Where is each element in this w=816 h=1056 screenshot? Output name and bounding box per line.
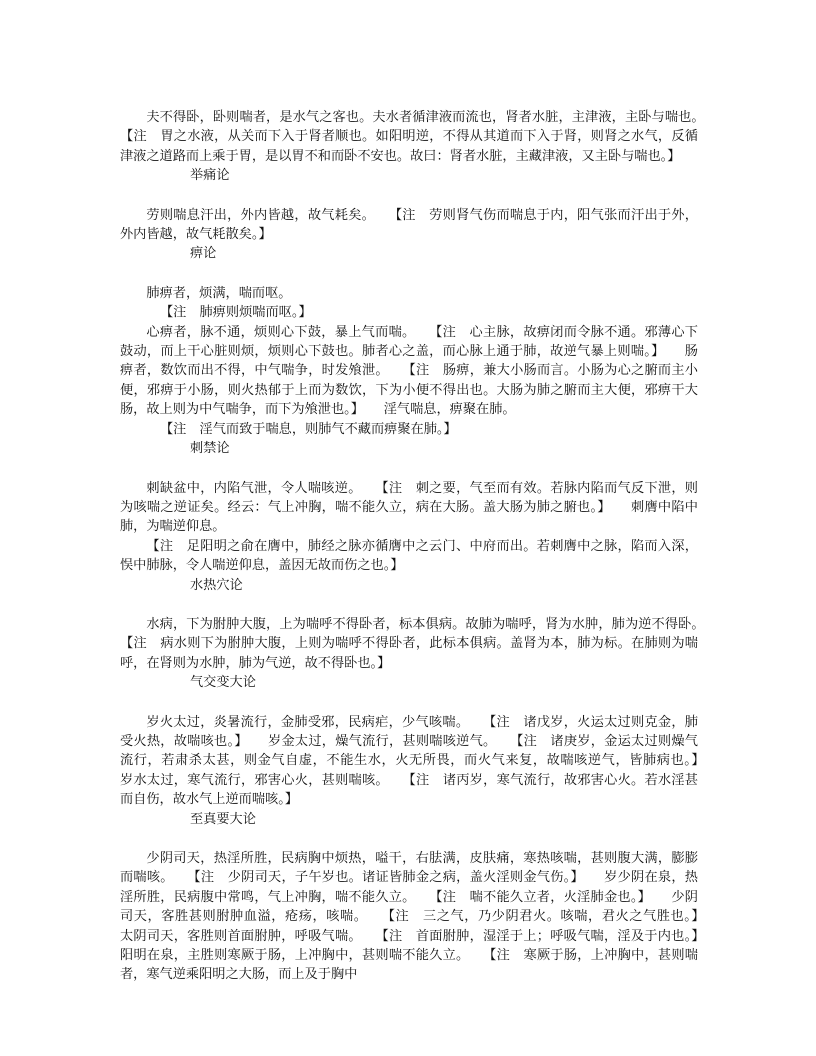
paragraph-1: 夫不得卧，卧则喘者，是水气之客也。夫水者循津液而流也，肾者水脏，主津液，主卧与喘也。 【注 胃之水液，从关而下入于肾者顺也。如阳明逆，不得从其道而下入于肾，则肾之水气，反循津液之道路而上乘于胃，是以胃不和而卧不安也。故曰：肾者水脏，主藏津液，又主卧与喘也。】 xyxy=(120,110,725,164)
section-heading-5: 气交变大论 xyxy=(190,675,256,691)
paragraph-8: 少阴司天，热淫所胜，民病胸中烦热，嗌干，右胠满，皮肤痛，寒热咳喘，甚则腹大满，膨膨而喘咳。 【注 少阴司天，子午岁也。诸证皆肺金之病，盖火淫则金气伤。】 岁少阴在泉，热淫所胜，民病腹中常鸣，气上冲胸，喘不能久立。 【注 喘不能久立者，火淫肺金也。】 少阴司天，客胜甚则胕肿血溢，疮疡，咳喘。 【注 三之气，乃少阴君火。咳喘，君火之气胜也。】 太阴司天，客胜则首面胕肿，呼吸气喘。 【注 首面胕肿，湿淫于上；呼吸气喘，淫及于内也。】 阳明在泉，主胜则寒厥于肠，上冲胸中，甚则喘不能久立。 【注 寒厥于肠，上冲胸中，甚则喘者，寒气逆乘阳明之大肠，而上及于胸中 xyxy=(120,851,725,983)
document-page xyxy=(120,108,725,985)
paragraph-3: 肺痹者，烦满，喘而呕。 xyxy=(146,285,292,301)
paragraph-5: 刺缺盆中，内陷气泄，令人喘咳逆。 【注 刺之要，气至而有效。若脉内陷而气反下泄，则为咳喘之逆证矣。经云：气上冲胸，喘不能久立，病在大肠。盖大肠为肺之腑也。】 刺膺中陷中肺，为喘逆仰息。 xyxy=(120,480,698,535)
annotation-3: 【注 足阳明之俞在膺中，肺经之脉亦循膺中之云门、中府而出。若刺膺中之脉，陷而入深，悮中肺脉，令人喘逆仰息，盖因无故而伤之也。】 xyxy=(120,538,698,574)
paragraph-4: 心痹者，脉不通，烦则心下鼓，暴上气而喘。 【注 心主脉，故痹闭而令脉不通。邪薄心下鼓动，而上干心脏则烦，烦则心下鼓也。肺者心之盖，而心脉上通于肺，故逆气暴上则喘。】 肠痹者，数饮而出不得，中气喘争，时发飧泄。 【注 肠痹，兼大小肠而言。小肠为心之腑而主小便，邪痹于小肠，则火热郁于上而为数饮，下为小便不得出也。大肠为肺之腑而主大便，邪痹干大肠，故上则为中气喘争，而下为飧泄也。】 淫气喘息，痹聚在肺。 xyxy=(120,324,698,418)
section-heading-3: 刺禁论 xyxy=(190,441,230,457)
section-heading-4: 水热穴论 xyxy=(190,577,243,593)
section-heading-2: 痹论 xyxy=(190,246,217,262)
section-heading-6: 至真要大论 xyxy=(190,811,256,827)
annotation-2: 【注 淫气而致于喘息，则肺气不藏而痹聚在肺。】 xyxy=(160,421,457,437)
section-heading-1: 举痛论 xyxy=(190,168,230,184)
paragraph-7: 岁火太过，炎暑流行，金肺受邪，民病疟，少气咳喘。 【注 诸戊岁，火运太过则克金，肺受火热，故喘咳也。】 岁金太过，燥气流行，甚则喘咳逆气。 【注 诸庚岁，金运太过则燥气流行，若肃杀太甚，则金气自虚，不能生水，火无所畏，而火气来复，故喘咳逆气，皆肺病也。】 岁水太过，寒气流行，邪害心火，甚则喘咳。 【注 诸丙岁，寒气流行，故邪害心火。若水淫甚而自伤，故水气上逆而喘咳。】 xyxy=(120,714,725,808)
paragraph-6: 水病，下为胕肿大腹，上为喘呼不得卧者，标本俱病。故肺为喘呼，肾为水肿，肺为逆不得卧。 【注 病水则下为胕肿大腹，上则为喘呼不得卧者，此标本俱病。盖肾为本，肺为标。在肺则为喘呼，在肾则为水肿，肺为气逆，故不得卧也。】 xyxy=(120,616,725,671)
annotation-1: 【注 肺痹则烦喘而呕。】 xyxy=(160,305,312,321)
paragraph-2: 劳则喘息汗出，外内皆越，故气耗矣。 【注 劳则肾气伤而喘息于内，阳气张而汗出于外，外内皆越，故气耗散矣。】 xyxy=(120,207,698,243)
